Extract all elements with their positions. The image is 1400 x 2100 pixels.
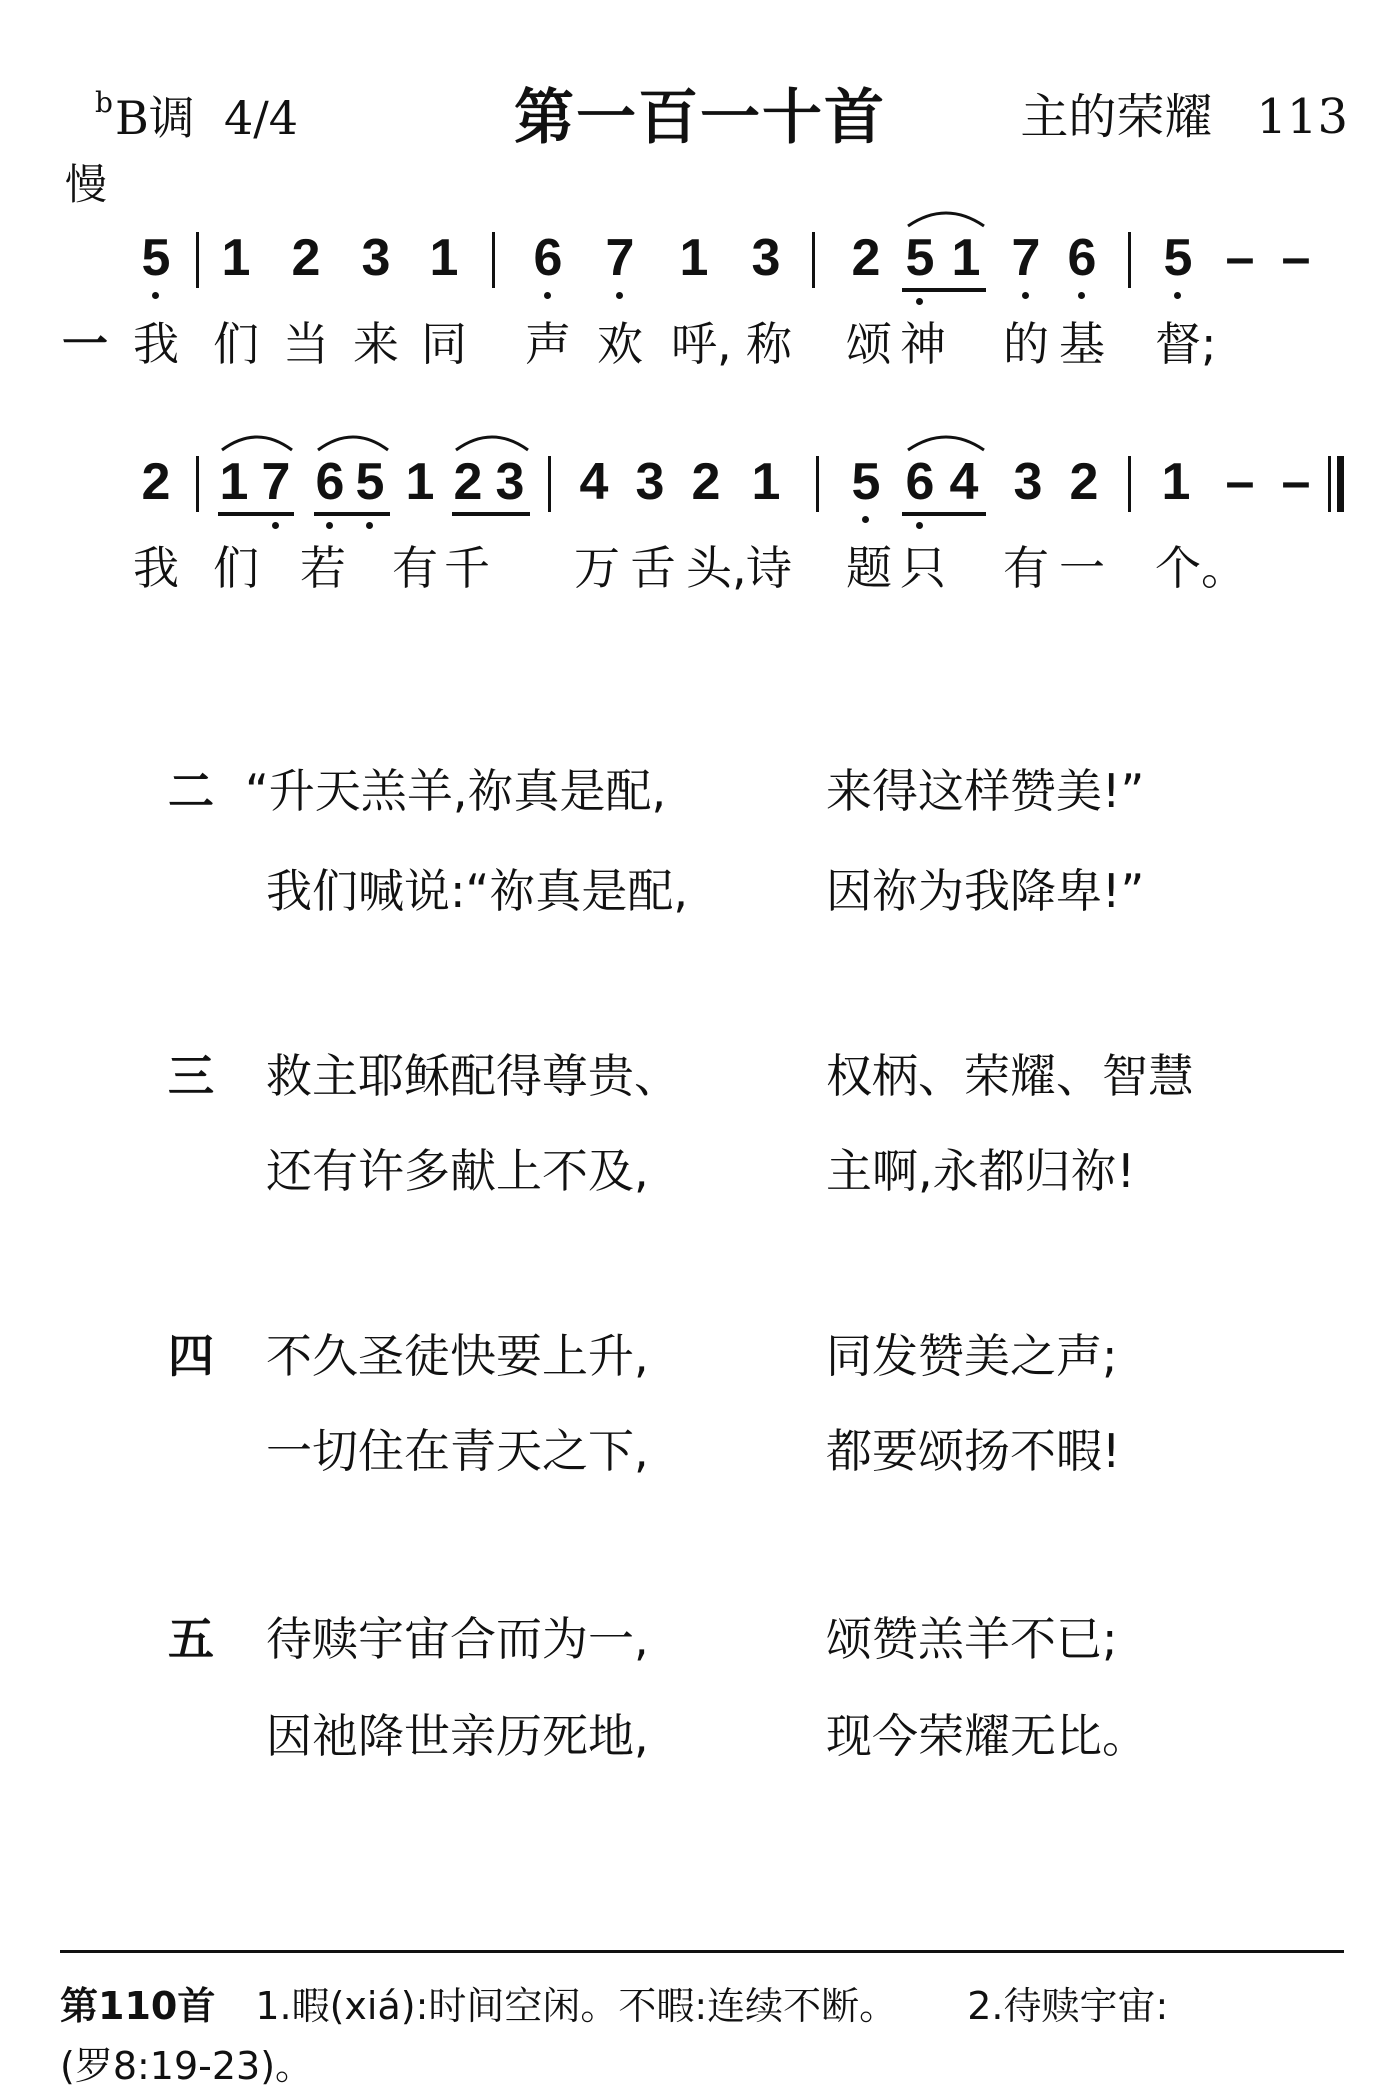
lyric: 们 xyxy=(213,541,259,595)
note: 6 xyxy=(905,453,935,511)
note: 3 xyxy=(1013,453,1043,511)
barline xyxy=(548,456,551,512)
final-barline-thin xyxy=(1328,456,1331,512)
footnote-note-1: 1.暇(xiá):时间空闲。不暇:连续不断。 xyxy=(255,1984,898,2028)
note: 1 xyxy=(951,229,981,287)
lyric: 基 xyxy=(1059,317,1105,371)
dash: – xyxy=(1281,229,1311,287)
slur xyxy=(906,430,986,452)
note: 4 xyxy=(949,453,979,511)
slur xyxy=(220,430,294,452)
verse-line: 还有许多献上不及, xyxy=(266,1144,649,1198)
note: 6 xyxy=(315,453,345,511)
low-octave-dot xyxy=(1174,292,1181,299)
verse-line: 都要颂扬不暇! xyxy=(826,1424,1121,1478)
lyric: 称 xyxy=(746,317,792,371)
lyric: 有 xyxy=(1003,541,1049,595)
verse-line: 颂赞羔羊不已; xyxy=(826,1612,1118,1666)
low-octave-dot xyxy=(1078,292,1085,299)
note: 2 xyxy=(1069,453,1099,511)
note: 1 xyxy=(221,229,251,287)
note: 1 xyxy=(219,453,249,511)
note: 2 xyxy=(141,453,171,511)
verse-line: 一切住在青天之下, xyxy=(266,1424,649,1478)
lyric: 千 xyxy=(444,541,490,595)
verse-line: 来得这样赞美!” xyxy=(826,764,1145,818)
note: 1 xyxy=(429,229,459,287)
note: 5 xyxy=(355,453,385,511)
slur xyxy=(316,430,390,452)
lyric: 个。 xyxy=(1155,541,1247,595)
low-octave-dot xyxy=(366,522,373,529)
note: 2 xyxy=(691,453,721,511)
note: 5 xyxy=(905,229,935,287)
lyric: 来 xyxy=(353,317,399,371)
note: 5 xyxy=(141,229,171,287)
lyric: 万 xyxy=(574,541,620,595)
verse-line: 因祢为我降卑!” xyxy=(826,864,1145,918)
barline xyxy=(1128,232,1131,288)
footnote-note-2: 2.待赎宇宙: xyxy=(967,1984,1169,2028)
note: 7 xyxy=(605,229,635,287)
note: 3 xyxy=(635,453,665,511)
verse-line: 不久圣徒快要上升, xyxy=(266,1329,649,1383)
verse-line: 待赎宇宙合而为一, xyxy=(266,1612,649,1666)
tempo-marking: 慢 xyxy=(65,160,108,209)
eighth-underline xyxy=(218,512,294,516)
note: 3 xyxy=(751,229,781,287)
note: 7 xyxy=(261,453,291,511)
note: 2 xyxy=(453,453,483,511)
eighth-underline xyxy=(902,288,986,292)
note: 5 xyxy=(851,453,881,511)
low-octave-dot xyxy=(1022,292,1029,299)
dash: – xyxy=(1225,229,1255,287)
verse-line: 现今荣耀无比。 xyxy=(826,1709,1148,1763)
lyric: 当 xyxy=(283,317,329,371)
barline xyxy=(816,456,819,512)
lyric: 舌 xyxy=(630,541,676,595)
page-number: 113 xyxy=(1256,89,1348,145)
time-signature: 4/4 xyxy=(224,91,299,145)
lyric: 有 xyxy=(392,541,438,595)
lyric: 我 xyxy=(133,541,179,595)
lyric: 头, xyxy=(686,541,747,595)
lyric: 呼, xyxy=(671,317,732,371)
lyric: 欢 xyxy=(597,317,643,371)
lyrics-line-1 xyxy=(0,308,1400,371)
low-octave-dot xyxy=(272,522,279,529)
note: 1 xyxy=(405,453,435,511)
low-octave-dot xyxy=(916,298,923,305)
note: 1 xyxy=(679,229,709,287)
low-octave-dot xyxy=(152,292,159,299)
note: 1 xyxy=(1161,453,1191,511)
note: 2 xyxy=(291,229,321,287)
lyric: 同 xyxy=(421,317,467,371)
barline xyxy=(1128,456,1131,512)
dash: – xyxy=(1281,453,1311,511)
lyric: 题 xyxy=(846,541,892,595)
footnote-label: 第110首 xyxy=(60,1984,216,2028)
flat-sign: b xyxy=(95,86,113,119)
verse-number: 三 xyxy=(168,1049,214,1103)
key-label: B调 xyxy=(114,91,195,145)
slur xyxy=(454,430,530,452)
eighth-underline xyxy=(902,512,986,516)
note: 3 xyxy=(361,229,391,287)
low-octave-dot xyxy=(544,292,551,299)
footnote-divider xyxy=(60,1950,1344,1953)
verse-line: 救主耶稣配得尊贵、 xyxy=(266,1049,680,1103)
dash: – xyxy=(1225,453,1255,511)
lyric: 一 xyxy=(1059,541,1105,595)
note: 6 xyxy=(1067,229,1097,287)
barline xyxy=(196,232,199,288)
hymn-subtitle xyxy=(1020,78,1348,147)
lyric: 们 xyxy=(213,317,259,371)
note: 6 xyxy=(533,229,563,287)
eighth-underline xyxy=(314,512,390,516)
lyric: 若 xyxy=(300,541,346,595)
lyric: 神 xyxy=(900,317,946,371)
subtitle-text: 主的荣耀 xyxy=(1020,89,1213,145)
low-octave-dot xyxy=(616,292,623,299)
note: 3 xyxy=(495,453,525,511)
verse-line: 同发赞美之声; xyxy=(826,1329,1118,1383)
slur xyxy=(906,206,986,228)
verse-line: 我们喊说:“祢真是配, xyxy=(266,864,688,918)
low-octave-dot xyxy=(916,522,923,529)
barline xyxy=(492,232,495,288)
footnote xyxy=(60,1975,1168,2030)
verse-line: 因祂降世亲历死地, xyxy=(266,1709,649,1763)
note: 5 xyxy=(1163,229,1193,287)
low-octave-dot xyxy=(326,522,333,529)
lyric: 的 xyxy=(1003,317,1049,371)
page-title: 第一百一十首 xyxy=(514,83,886,153)
low-octave-dot xyxy=(862,516,869,523)
final-barline-thick xyxy=(1337,456,1344,512)
lyric: 督; xyxy=(1155,317,1217,371)
barline xyxy=(812,232,815,288)
note: 4 xyxy=(579,453,609,511)
lyric: 我 xyxy=(133,317,179,371)
verse-number: 五 xyxy=(168,1612,214,1666)
verse-line: “升天羔羊,祢真是配, xyxy=(245,764,667,818)
note: 2 xyxy=(851,229,881,287)
verse-number: 二 xyxy=(168,764,214,818)
verse-number: 一 xyxy=(62,317,108,371)
verse-line: 权柄、荣耀、智慧 xyxy=(826,1049,1194,1103)
lyric: 只 xyxy=(900,541,946,595)
lyric: 颂 xyxy=(846,317,892,371)
verse-number: 四 xyxy=(168,1329,214,1383)
lyric: 声 xyxy=(525,317,571,371)
verse-line: 主啊,永都归祢! xyxy=(826,1144,1136,1198)
note: 7 xyxy=(1011,229,1041,287)
barline xyxy=(196,456,199,512)
note: 1 xyxy=(751,453,781,511)
eighth-underline xyxy=(452,512,530,516)
lyric: 诗 xyxy=(746,541,792,595)
footnote-continuation: (罗8:19-23)。 xyxy=(60,2044,314,2088)
lyrics-line-2 xyxy=(0,532,1400,595)
